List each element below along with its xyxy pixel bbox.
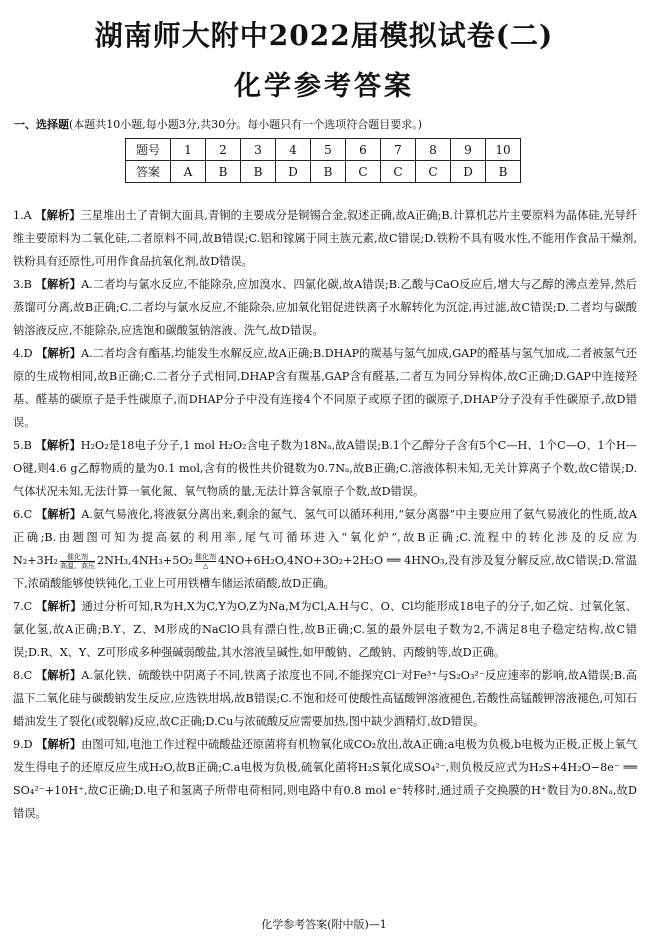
section-note: (本题共10小题,每小题3分,共30分。每小题只有一个选项符合题目要求。) <box>69 118 423 131</box>
row-label-number: 题号 <box>126 139 171 161</box>
number-cell: 10 <box>486 139 521 161</box>
analysis-label: 【解析】 <box>36 347 81 360</box>
item-text: A.氯化铁、硫酸铁中阴离子不同,铁离子浓度也不同,不能探究Cl⁻对Fe³⁺与S₂O₃²⁻反应速率的影响,故A错误;B.高温下二氧化硅与碳酸钠发生反应,应选铁坩埚,故B错误;C.不饱和烃可使酸性高锰酸钾溶液褪色,若酸性高锰酸钾溶液褪色,可知石蜡油发生了裂化(或裂解)反应,故C正确;D.Cu与浓硫酸反应需要加热,图中缺少酒精灯,故D错误。 <box>13 669 637 728</box>
item-text: H₂O₂是18电子分子,1 mol H₂O₂含电子数为18Nₐ,故A错误;B.1个乙醇分子含有5个C—H、1个C—O、1个H—O键,则4.6 g乙醇物质的量为0.1 mol,含有的极性共价键数为0.7Nₐ,故B正确;C.溶液体积未知,无关计算离子个数,故C错误;D.气体状况未知,无法计算一氧化氮、氧气物质的量,无法计算含氧原子个数,故D错误。 <box>13 439 637 498</box>
item-head: 7.C <box>13 600 33 613</box>
analysis-label: 【解析】 <box>36 600 82 613</box>
explanation-item <box>13 664 637 733</box>
section-label: 一、选择题 <box>14 118 69 131</box>
answer-table <box>125 138 521 183</box>
analysis-label: 【解析】 <box>35 669 82 682</box>
item-head: 5.B <box>13 439 32 452</box>
analysis-label: 【解析】 <box>35 508 82 521</box>
equation-part: 4NO+6H₂O,4NO+3O₂+2H₂O ══ <box>218 554 401 567</box>
explanation-item <box>13 434 637 503</box>
condition-top: 催化剂 <box>67 552 89 561</box>
answer-cell: B <box>241 161 276 183</box>
reaction-equation <box>13 552 404 570</box>
analysis-label: 【解析】 <box>35 209 81 222</box>
answer-cell: D <box>451 161 486 183</box>
item-text: 三星堆出土了青铜大面具,青铜的主要成分是铜锡合金,叙述正确,故A正确;B.计算机芯片主要原料为晶体硅,光导纤维主要原料为二氧化硅,二者原料不同,故B错误;C.铝和镓属于同主族元素,故C错误;D.铁粉不具有吸水性,不能用作食品干燥剂,铁粉具有还原性,可用作食品抗氧化剂,故D错误。 <box>13 209 637 268</box>
condition-top: 催化剂 <box>195 552 217 561</box>
answer-table-number-row <box>126 139 521 161</box>
item-text: 由图可知,电池工作过程中硫酸盐还原菌将有机物氧化成CO₂放出,故A正确;a电极为负极,b电极为正极,正极上氧气发生得电子的还原反应生成H₂O,故B正确;C.a电极为负极,硫氧化菌将H₂S氧化成SO₄²⁻,则负极反应式为H₂S+4H₂O−8e⁻ ══ SO₄²⁻+10H⁺,故C正确;D.电子和氢离子所带电荷相同,则电路中有0.8 mol e⁻转移时,通过质子交换膜的H⁺数目为0.8Nₐ,故D错误。 <box>13 738 637 820</box>
explanation-item <box>13 342 637 434</box>
answer-cell: B <box>486 161 521 183</box>
answer-cell: A <box>171 161 206 183</box>
item-head: 6.C <box>13 508 33 521</box>
item-head: 3.B <box>13 278 32 291</box>
explanation-item <box>13 204 637 273</box>
condition-bottom: 高温、高压 <box>60 561 96 570</box>
page-subtitle: 化学参考答案 <box>234 71 414 102</box>
answer-cell: C <box>346 161 381 183</box>
number-cell: 2 <box>206 139 241 161</box>
answer-cell: C <box>381 161 416 183</box>
number-cell: 7 <box>381 139 416 161</box>
reaction-condition <box>195 553 216 570</box>
answer-cell: B <box>206 161 241 183</box>
number-cell: 5 <box>311 139 346 161</box>
item-head: 4.D <box>13 347 33 360</box>
page-title: 湖南师大附中2022届模拟试卷(二) <box>94 19 554 52</box>
explanation-item <box>13 503 637 595</box>
analysis-label: 【解析】 <box>35 439 81 452</box>
explanation-item <box>13 273 637 342</box>
explanation-item <box>13 733 637 825</box>
page-footer: 化学参考答案(附中版)—1 <box>261 918 387 931</box>
item-head: 8.C <box>13 669 33 682</box>
number-cell: 8 <box>416 139 451 161</box>
answer-cell: C <box>416 161 451 183</box>
explanation-item <box>13 595 637 664</box>
item-head: 1.A <box>13 209 32 222</box>
item-text: A.二者均含有酯基,均能发生水解反应,故A正确;B.DHAP的羰基与氢气加成,GAP的醛基与氢气加成,二者被氢气还原的生成物相同,故B正确;C.二者分子式相同,DHAP含有羰基,GAP含有醛基,二者互为同分异构体,故C正确;D.GAP中连接羟基、醛基的碳原子是手性碳原子,而DHAP分子中没有连接4个不同原子或原子团的碳原子,DHAP分子没有手性碳原子,故D错误。 <box>13 347 637 429</box>
item-text: 通过分析可知,R为H,X为C,Y为O,Z为Na,M为Cl,A.H与C、O、Cl均能形成18电子的分子,如乙烷、过氧化氢、氯化氢,故A正确;B.Y、Z、M形成的NaClO具有漂白性,故B正确;C.氢的最外层电子数为2,不满足8电子稳定结构,故C错误;D.R、X、Y、Z可形成多种强碱弱酸盐,其水溶液呈碱性,如甲酸钠、乙酸钠、丙酸钠等,故D正确。 <box>13 600 637 659</box>
equation-part: N₂+3H₂ <box>13 554 59 567</box>
item-text: A.氨气易液化,将液氨分离出来,剩余的氮气、氢气可以循环利用,“氨分离器”中主要应用了氨气易液化的性质,故A正确;B.由题图可知为提高氨的利用率,尾气可循环进入“氧化炉”,故B正确;C.流程中的转化涉及的反应为 <box>13 508 637 544</box>
number-cell: 3 <box>241 139 276 161</box>
section-heading <box>14 116 422 132</box>
item-head: 9.D <box>13 738 33 751</box>
number-cell: 6 <box>346 139 381 161</box>
number-cell: 9 <box>451 139 486 161</box>
analysis-label: 【解析】 <box>35 278 82 291</box>
answer-cell: D <box>276 161 311 183</box>
analysis-label: 【解析】 <box>36 738 82 751</box>
equation-part: 2NH₃,4NH₃+5O₂ <box>97 554 194 567</box>
explanations <box>13 204 637 825</box>
number-cell: 4 <box>276 139 311 161</box>
condition-bottom: △ <box>202 561 209 570</box>
row-label-answer: 答案 <box>126 161 171 183</box>
reaction-condition <box>60 553 95 570</box>
answer-cell: B <box>311 161 346 183</box>
item-text-continued: 4HNO₃,没有涉及复分解反应,故C错误;D.常温下,浓硝酸能够使铁钝化,工业上可用铁槽车储运浓硝酸,故D正确。 <box>13 554 638 590</box>
answer-table-answer-row <box>126 161 521 183</box>
number-cell: 1 <box>171 139 206 161</box>
item-text: A.二者均与氯水反应,不能除杂,应加溴水、四氯化碳,故A错误;B.乙酸与CaO反应后,增大与乙醇的沸点差异,然后蒸馏可分离,故B正确;C.二者均与氯水反应,不能除杂,应加氧化铝促进铁离子水解转化为沉淀,再过滤,故C错误;D.二者均与碳酸钠溶液反应,不能除杂,应选饱和碳酸氢钠溶液、洗气,故D错误。 <box>13 278 637 337</box>
